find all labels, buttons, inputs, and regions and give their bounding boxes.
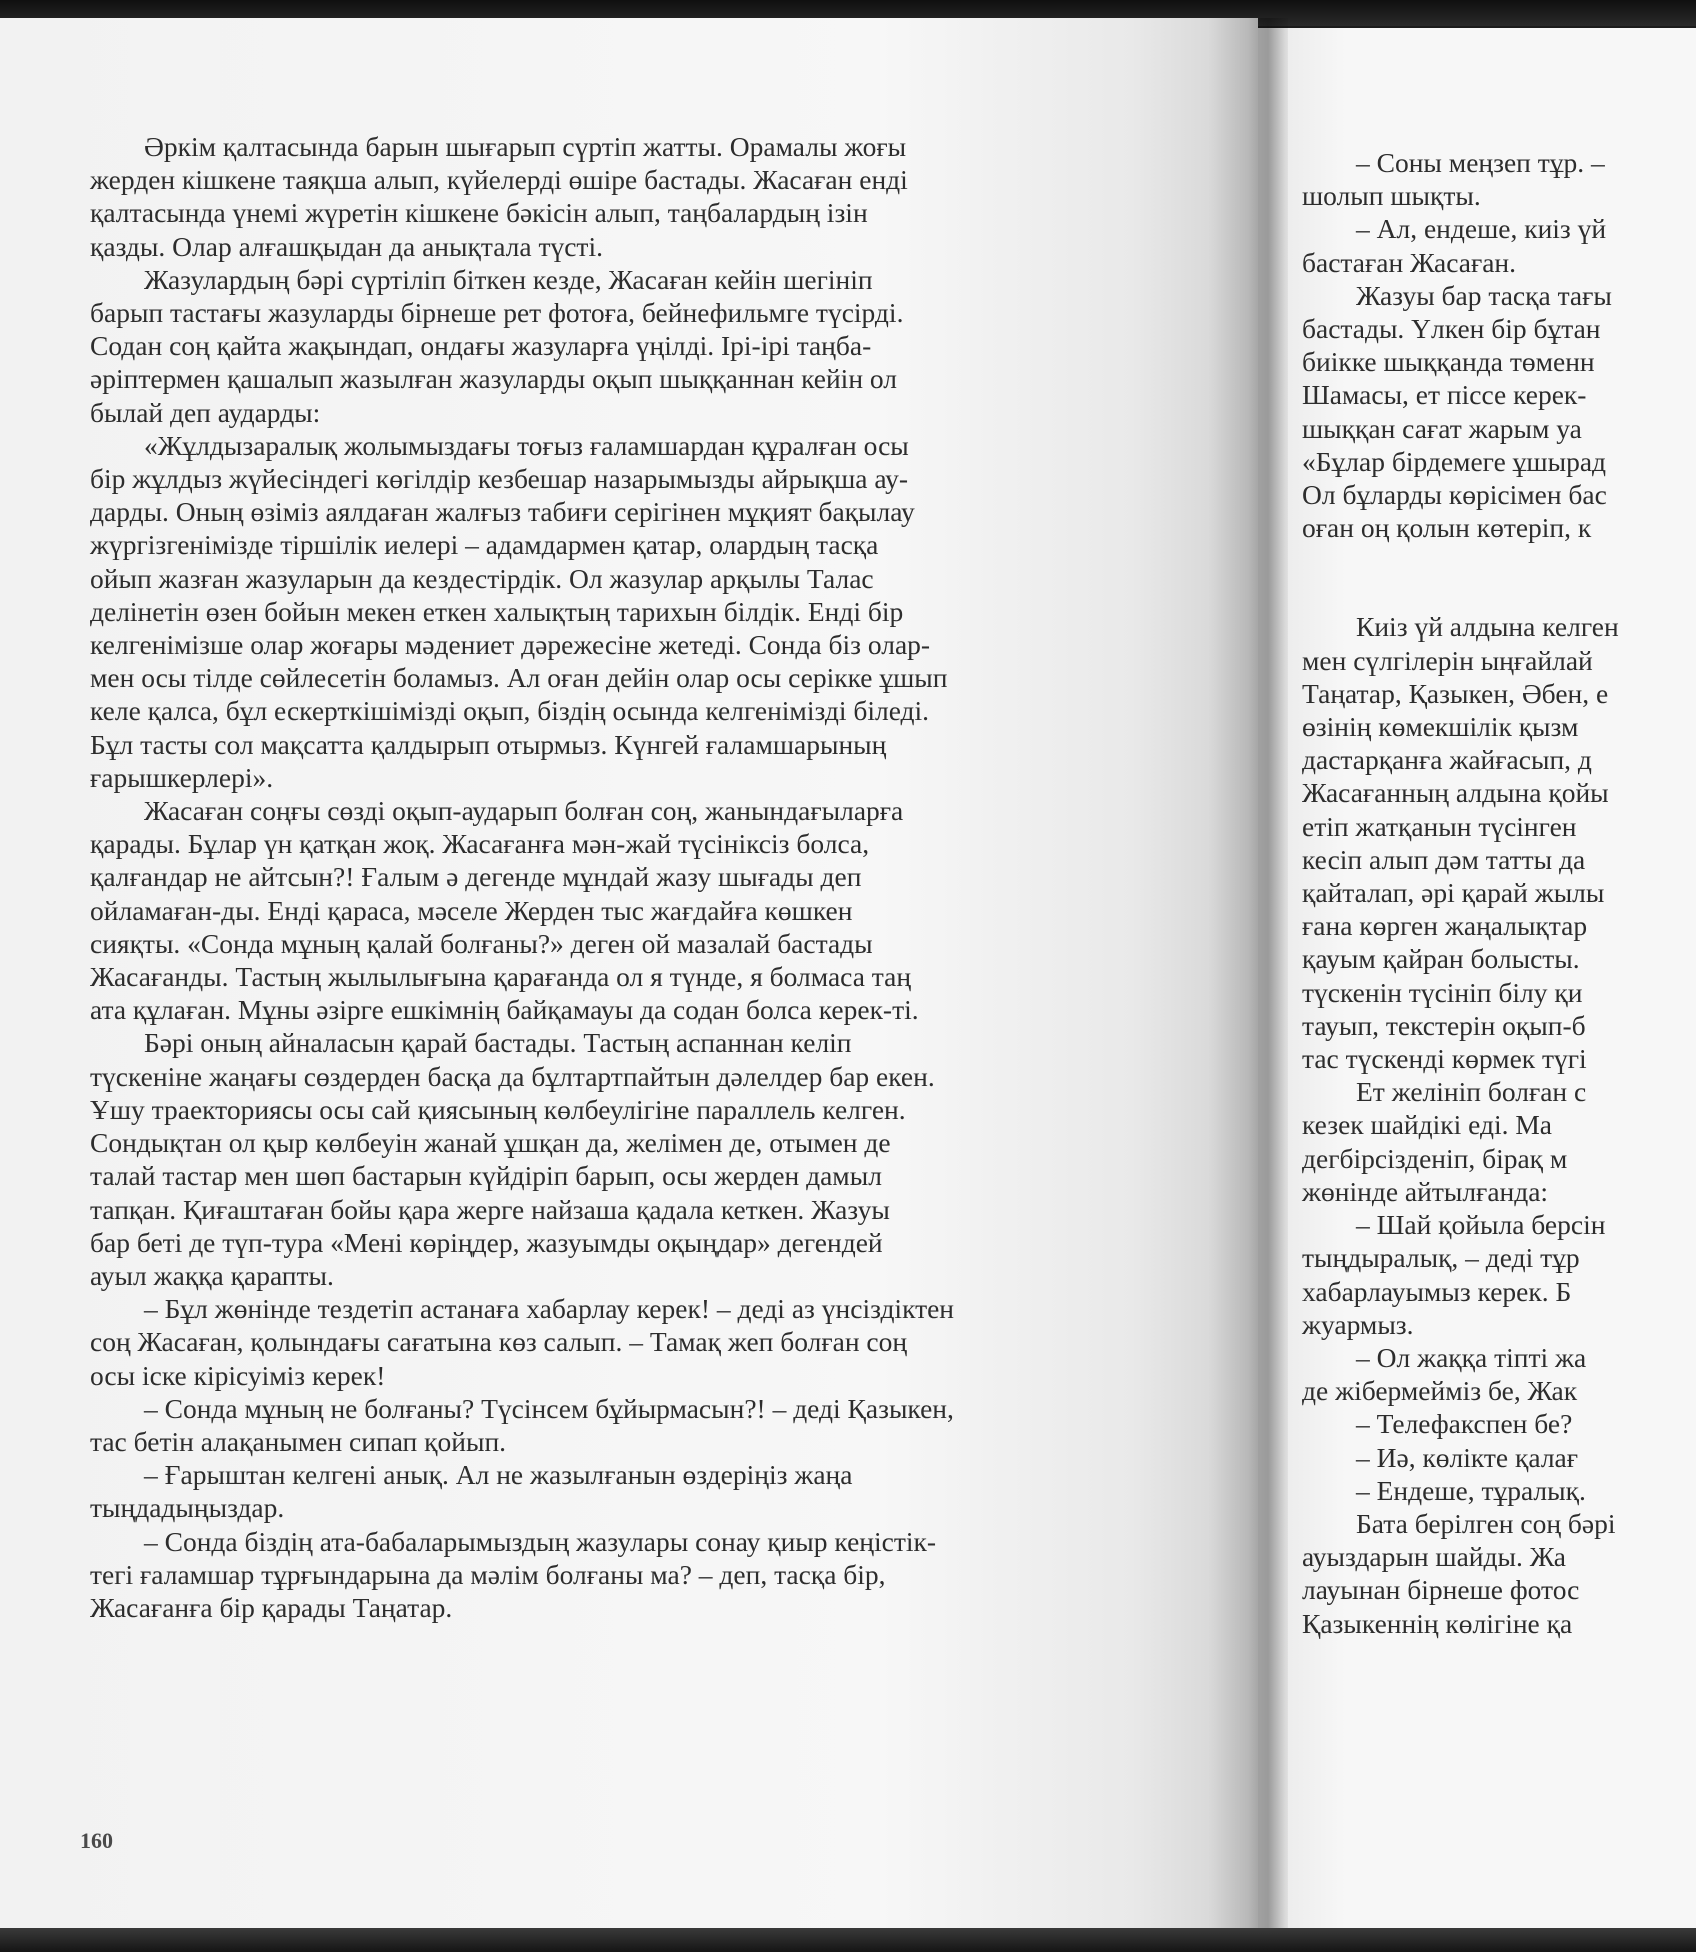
text-line: Шамасы, ет піссе керек- [1302, 379, 1587, 411]
right-top-section [1302, 146, 1696, 544]
text-line: де жібермейміз бе, Жак [1302, 1375, 1578, 1407]
right-page [1258, 28, 1696, 1928]
text-line: талай тастар мен шөп бастарын күйдіріп барып, осы жерден дамыл [90, 1160, 882, 1192]
text-line: биікке шыққанда төменн [1302, 346, 1595, 378]
text-line: Бәрі оның айналасын қарай бастады. Тастың аспаннан келіп [144, 1027, 852, 1059]
text-line: өзінің көмекшілік қызм [1302, 711, 1579, 743]
text-line: Киіз үй алдына келген [1356, 611, 1619, 643]
text-line: ауыл жаққа қарапты. [90, 1259, 334, 1291]
text-line: Бата берілген соң бәрі [1356, 1507, 1616, 1539]
right-page-text [1302, 146, 1696, 1640]
text-line: тапқан. Қиғаштаған бойы қара жерге найзаша қадала кеткен. Жазуы [90, 1193, 890, 1225]
text-line: – Иә, көлікте қалағ [1356, 1441, 1579, 1473]
text-line: Жасаған соңғы сөзді оқып-аударып болған соң, жанындағыларға [144, 795, 904, 827]
text-line: қарады. Бұлар үн қатқан жоқ. Жасағанға мән-жай түсініксіз болса, [90, 828, 870, 860]
text-line: келгенімізше олар жоғары мәдениет дәрежесіне жетеді. Сонда біз олар- [90, 629, 931, 661]
text-line: Жасағанның алдына қойы [1302, 777, 1609, 809]
text-line: осы іске кірісуіміз керек! [90, 1359, 386, 1391]
text-line: Қазыкеннің көлігіне қа [1302, 1607, 1573, 1639]
text-line: бар беті де түп-тура «Мені көріңдер, жазуымды оқыңдар» дегендей [90, 1226, 883, 1258]
text-line: бастаған Жасаған. [1302, 246, 1517, 278]
text-line: соң Жасаған, қолындағы сағатына көз салып. – Тамақ жеп болған соң [90, 1326, 908, 1358]
text-line: дастарқанға жайғасып, д [1302, 744, 1592, 776]
text-line: тегі ғаламшар тұрғындарына да мәлім болғаны ма? – деп, тасқа бір, [90, 1558, 886, 1590]
section-break [1302, 544, 1696, 610]
text-line: оған оң қолын көтеріп, к [1302, 512, 1592, 544]
book-gutter-shadow [1208, 18, 1288, 1932]
paragraph-2 [90, 263, 1196, 429]
text-line: – Сонда мұның не болғаны? Түсінсем бұйырмасын?! – деді Қазыкен, [144, 1392, 954, 1424]
text-line: – Сонда біздің ата-бабаларымыздың жазулары сонау қиыр кеңістік- [144, 1525, 937, 1557]
text-line: тыңдыралық, – деді тұр [1302, 1242, 1580, 1274]
text-line: дегбірсізденіп, бірақ м [1302, 1142, 1568, 1174]
text-line: етіп жатқанын түсінген [1302, 810, 1577, 842]
text-line: Ұшу траекториясы осы сай қиясының көлбеулігіне параллель келген. [90, 1093, 906, 1125]
text-line: ауыздарын шайды. Жа [1302, 1541, 1566, 1573]
text-line: кесіп алып дәм татты да [1302, 843, 1586, 875]
text-line: әріптермен қашалып жазылған жазуларды оқып шыққаннан кейін ол [90, 363, 898, 395]
text-line: Жасағанды. Тастың жылылығына қарағанда ол я түнде, я болмаса таң [90, 961, 912, 993]
text-line: – Ғарыштан келгені анық. Ал не жазылғанын өздеріңіз жаңа [144, 1459, 853, 1491]
dialogue-1 [90, 1292, 1196, 1392]
text-line: мен осы тілде сөйлесетін боламыз. Ал оған дейін олар осы серікке ұшып [90, 662, 948, 694]
text-line: – Бұл жөнінде тездетіп астанаға хабарлау керек! – деді аз үнсіздіктен [144, 1293, 955, 1325]
text-line: ғана көрген жаңалықтар [1302, 910, 1588, 942]
text-line: Ол бұларды көрісімен бас [1302, 479, 1607, 511]
text-line: қауым қайран болысты. [1302, 943, 1580, 975]
left-page [0, 18, 1258, 1932]
text-line: делінетін өзен бойын мекен еткен халықтың тарихын білдік. Енді бір [90, 595, 904, 627]
text-line: Әркім қалтасында барын шығарып сүртіп жатты. Орамалы жоғы [144, 131, 907, 162]
text-line: мен сүлгілерін ыңғайлай [1302, 644, 1593, 676]
text-line: – Ал, ендеше, киіз үй [1356, 213, 1607, 245]
text-line: барып тастағы жазуларды бірнеше рет фотоға, бейнефильмге түсірді. [90, 297, 904, 329]
text-line: Жасағанға бір қарады Таңатар. [90, 1591, 453, 1623]
text-line: – Соны меңзеп тұр. – [1356, 147, 1605, 178]
paragraph-4 [90, 794, 1196, 1026]
text-line: бір жұлдыз жүйесіндегі көгілдір кезбешар назарымызды айрықша ау- [90, 463, 909, 495]
text-line: хабарлауымыз керек. Б [1302, 1275, 1572, 1307]
text-line: сияқты. «Сонда мұның қалай болғаны?» деген ой мазалай бастады [90, 927, 873, 959]
text-line: «Бұлар бірдемеге ұшырад [1302, 445, 1607, 477]
text-line: лауынан бірнеше фотос [1302, 1574, 1580, 1606]
text-line: Сондықтан ол қыр көлбеуін жанай ұшқан да, желімен де, отымен де [90, 1127, 891, 1159]
text-line: Жазулардың бәрі сүртіліп біткен кезде, Жасаған кейін шегініп [144, 263, 873, 295]
text-line: қалғандар не айтсын?! Ғалым ә дегенде мұндай жазу шығады деп [90, 861, 862, 893]
text-line: тауып, текстерін оқып-б [1302, 1009, 1586, 1041]
page-number: 160 [80, 1828, 113, 1853]
text-line: түскенін түсініп білу қи [1302, 976, 1583, 1008]
text-line: жүргізгенімізде тіршілік иелері – адамдармен қатар, олардың тасқа [90, 529, 879, 561]
text-line: ғарышкерлері». [90, 761, 274, 793]
text-line: тас бетін алақанымен сипап қойып. [90, 1425, 507, 1457]
text-line: жөнінде айтылғанда: [1302, 1175, 1549, 1207]
paragraph-5 [90, 1026, 1196, 1292]
text-line: шыққан сағат жарым уа [1302, 412, 1582, 444]
text-line: Ет желініп болған с [1356, 1076, 1587, 1108]
dialogue-2 [90, 1392, 1196, 1458]
paragraph-1 [90, 130, 1196, 263]
text-line: «Жұлдызаралық жолымыздағы тоғыз ғаламшардан құралған осы [144, 429, 909, 461]
text-line: кезек шайдікі еді. Ма [1302, 1109, 1553, 1141]
text-line: – Ол жаққа тіпті жа [1356, 1341, 1587, 1373]
dialogue-4 [90, 1525, 1196, 1625]
text-line: ойып жазған жазуларын да кездестірдік. Ол жазулар арқылы Талас [90, 562, 874, 594]
text-line: Жазуы бар тасқа тағы [1356, 279, 1612, 311]
text-line: келе қалса, бұл ескерткішімізді оқып, біздің осында келгенімізді біледі. [90, 695, 930, 727]
text-line: – Шай қойыла берсін [1356, 1209, 1606, 1241]
text-line: тас түскенді көрмек түгі [1302, 1043, 1587, 1075]
text-line: ата құлаған. Мұны әзірге ешкімнің байқамауы да содан болса керек-ті. [90, 994, 919, 1026]
text-line: Таңатар, Қазыкен, Әбен, е [1302, 677, 1609, 709]
dialogue-3 [90, 1458, 1196, 1524]
text-line: – Телефакспен бе? [1356, 1408, 1573, 1440]
text-line: жерден кішкене таяқша алып, күйелерді өшіре бастады. Жасаған енді [90, 164, 908, 196]
text-line: бастады. Үлкен бір бұтан [1302, 313, 1601, 345]
text-line: қалтасында үнемі жүретін кішкене бәкісін алып, таңбалардың ізін [90, 197, 868, 229]
text-line: қайталап, әрі қарай жылы [1302, 877, 1605, 909]
text-line: қазды. Олар алғашқыдан да анықтала түсті. [90, 230, 603, 262]
text-line: шолып шықты. [1302, 180, 1481, 212]
text-line: түскеніне жаңағы сөздерден басқа да бұлтартпайтын дәлелдер бар екен. [90, 1060, 935, 1092]
paragraph-quote [90, 429, 1196, 794]
text-line: тыңдадыңыздар. [90, 1492, 285, 1524]
right-bottom-section [1302, 610, 1696, 1639]
text-line: ойламаған-ды. Енді қараса, мәселе Жерден тыс жағдайға көшкен [90, 894, 853, 926]
text-line: былай деп аударды: [90, 396, 321, 428]
text-line: дарды. Оның өзіміз аялдаған жалғыз табиғи серігінен мұқият бақылау [90, 496, 915, 528]
scan-bottom-edge [0, 1928, 1696, 1952]
text-line: – Ендеше, тұралық. [1356, 1474, 1586, 1506]
text-line: Бұл тасты сол мақсатта қалдырып отырмыз. Күнгей ғаламшарының [90, 728, 887, 760]
text-line: Содан соң қайта жақындап, ондағы жазуларға үңілді. Ірі-ірі таңба- [90, 330, 872, 362]
text-line: жуармыз. [1302, 1308, 1414, 1340]
left-page-text [90, 130, 1196, 1624]
